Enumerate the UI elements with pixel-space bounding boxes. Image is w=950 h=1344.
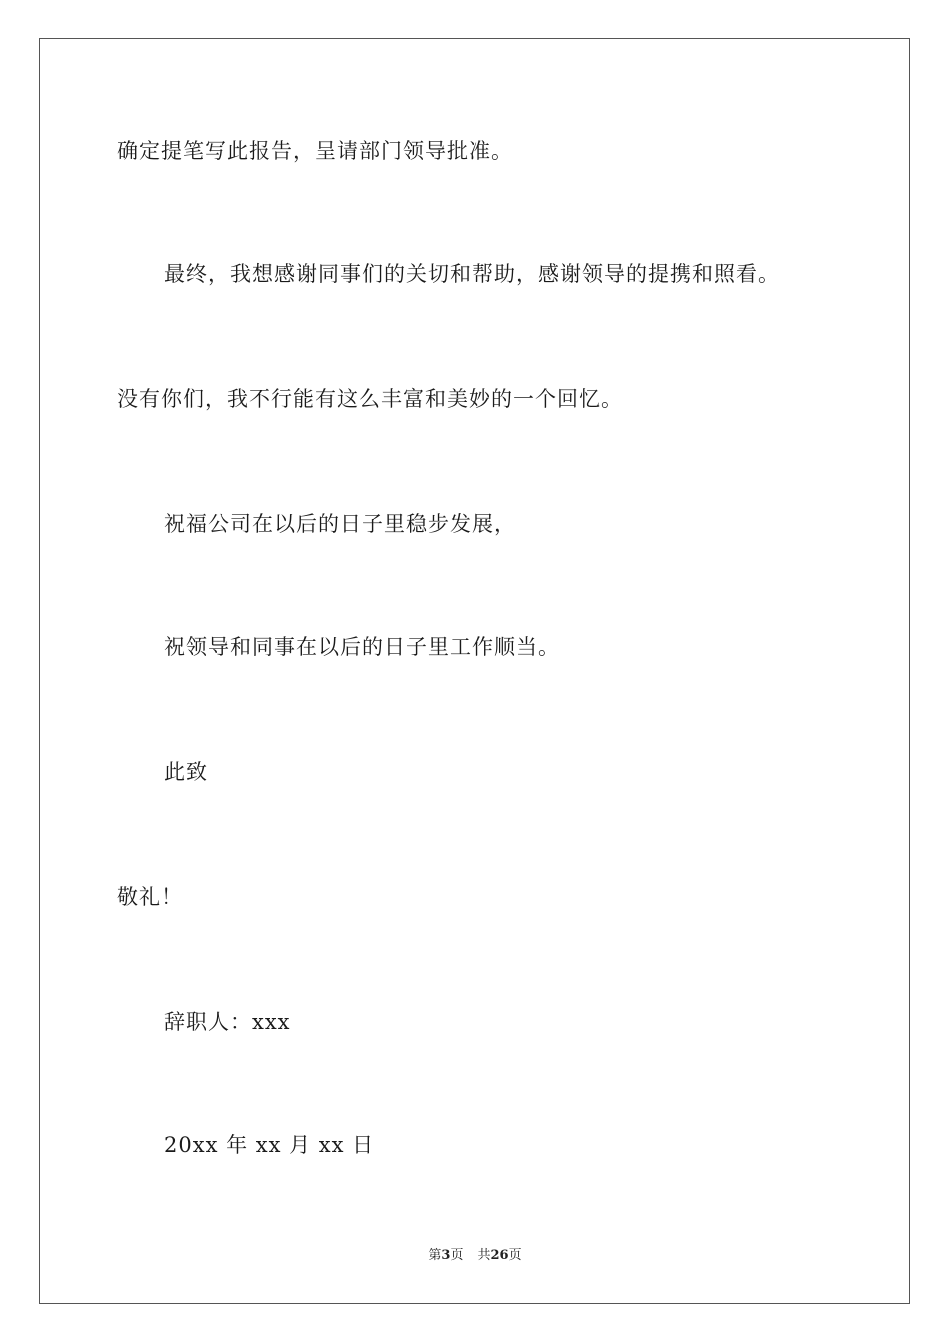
closing-cizhi: 此致 — [164, 760, 208, 784]
body-line-approval: 确定提笔写此报告，呈请部门领导批准。 — [117, 139, 513, 163]
footer-page-prefix: 第 — [428, 1248, 442, 1263]
body-line-memory: 没有你们，我不行能有这么丰富和美妙的一个回忆。 — [117, 387, 623, 411]
body-line-company-wish: 祝福公司在以后的日子里稳步发展， — [164, 512, 516, 536]
body-line-colleague-wish: 祝领导和同事在以后的日子里工作顺当。 — [164, 635, 560, 659]
page-footer — [0, 1247, 950, 1265]
closing-jingli: 敬礼！ — [117, 885, 183, 909]
footer-page-number: 3 — [441, 1248, 451, 1263]
date-line: 20xx 年 xx 月 xx 日 — [164, 1133, 375, 1157]
footer-total-prefix: 共 — [477, 1248, 491, 1263]
signature-line: 辞职人：xxx — [164, 1010, 291, 1034]
footer-page-suffix: 页 — [450, 1248, 464, 1263]
body-line-thanks: 最终，我想感谢同事们的关切和帮助，感谢领导的提携和照看。 — [164, 262, 780, 286]
footer-total-suffix: 页 — [508, 1248, 522, 1263]
footer-total-pages: 26 — [490, 1248, 509, 1263]
page-frame — [39, 38, 910, 1304]
